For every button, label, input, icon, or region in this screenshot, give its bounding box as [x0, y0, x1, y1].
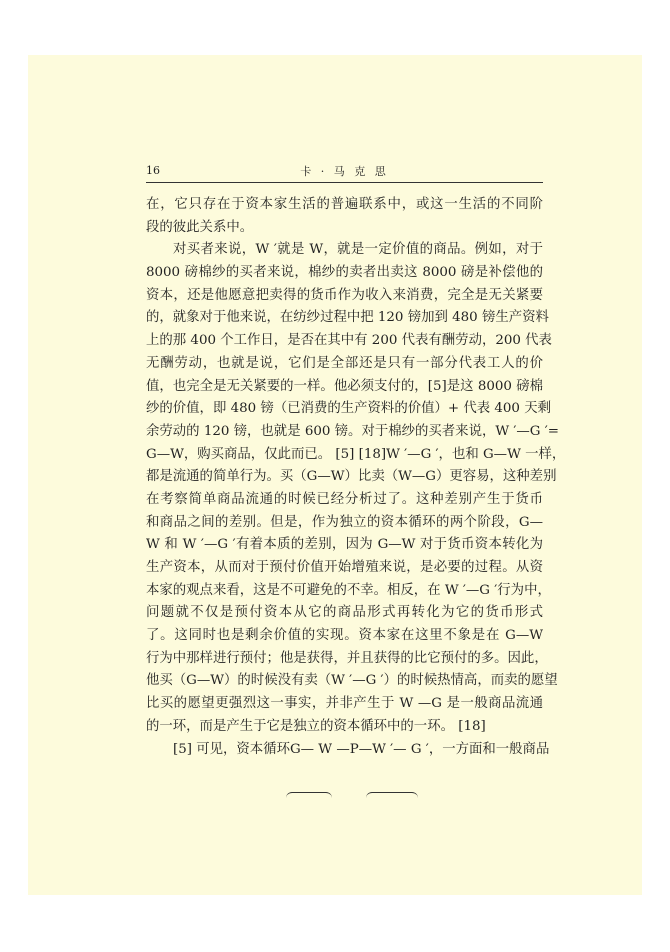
text-line: 对买者来说，W ′就是 W，就是一定价值的商品。例如，对于 — [173, 242, 543, 258]
text-line: 了。这同时也是剩余价值的实现。资本家在这里不象是在 G—W — [146, 628, 543, 644]
text-line: 都是流通的简单行为。买（G—W）比卖（W—G）更容易，这种差别 — [146, 469, 557, 485]
text-line: 纱的价值，即 480 镑（已消费的生产资料的价值）+ 代表 400 天剩 — [146, 401, 551, 417]
text-line: 生产资本，从而对于预付价值开始增殖来说，是必要的过程。从资 — [146, 560, 543, 575]
text-line: 的，就象对于他来说，在纺纱过程中把 120 镑加到 480 镑生产资料 — [146, 310, 549, 326]
text-line: 无酬劳动，也就是说，它们是全部还是只有一部分代表工人的价 — [146, 355, 543, 371]
text-line: 他买（G—W）的时候没有卖（W ′—G ′）的时候热情高，而卖的愿望 — [146, 673, 558, 689]
page-header — [146, 158, 543, 183]
text-line: 值，也完全是无关紧要的一样。他必须支付的，[5]是这 8000 磅棉 — [146, 378, 543, 394]
text-line: W 和 W ′—G ′有着本质的差别，因为 G—W 对于货币资本转化为 — [146, 537, 543, 553]
text-line: 和商品之间的差别。但是，作为独立的资本循环的两个阶段，G— — [146, 514, 543, 530]
overbrace-mark — [366, 792, 418, 798]
text-line: 余劳动的 120 镑，也就是 600 镑。对于棉纱的买者来说，W ′—G ′= — [146, 423, 560, 439]
overbrace-mark — [286, 792, 332, 798]
text-line: 8000 磅棉纱的买者来说，棉纱的卖者出卖这 8000 磅是补偿他的 — [146, 265, 543, 281]
text-line: 行为中那样进行预付；他是获得，并且获得的比它预付的多。因此， — [146, 650, 548, 666]
page-number: 16 — [146, 164, 160, 177]
text-line: 的一环，而是产生于它是独立的资本循环中的一环。 [18] — [146, 718, 486, 734]
text-line: 段的彼此关系中。 — [146, 219, 254, 235]
running-title: 卡 · 马 克 思 — [300, 165, 389, 178]
text-line: 在，它只存在于资本家生活的普遍联系中，或这一生活的不同阶 — [146, 197, 543, 212]
text-line: 比买的愿望更强烈这一事实，并非产生于 W —G 是一般商品流通 — [146, 696, 543, 712]
text-line: G—W，购买商品，仅此而已。 [5] [18]W ′—G ′，也和 G—W 一样， — [146, 446, 566, 462]
text-line: 上的那 400 个工作日，是否在其中有 200 代表有酬劳动，200 代表 — [146, 333, 552, 349]
text-line: [5] 可见，资本循环G— W —P—W ′— G ′，一方面和一般商品 — [173, 741, 550, 757]
text-line: 本家的观点来看，这是不可避免的不幸。相反，在 W ′—G ′行为中， — [146, 582, 551, 598]
text-line: 在考察简单商品流通的时候已经分析过了。这种差别产生于货币 — [146, 491, 543, 507]
text-line: 资本，还是他愿意把卖得的货币作为收入来消费，完全是无关紧要 — [146, 287, 543, 303]
text-line: 问题就不仅是预付资本从它的商品形式再转化为它的货币形式 — [146, 605, 543, 621]
body-text — [146, 194, 566, 761]
